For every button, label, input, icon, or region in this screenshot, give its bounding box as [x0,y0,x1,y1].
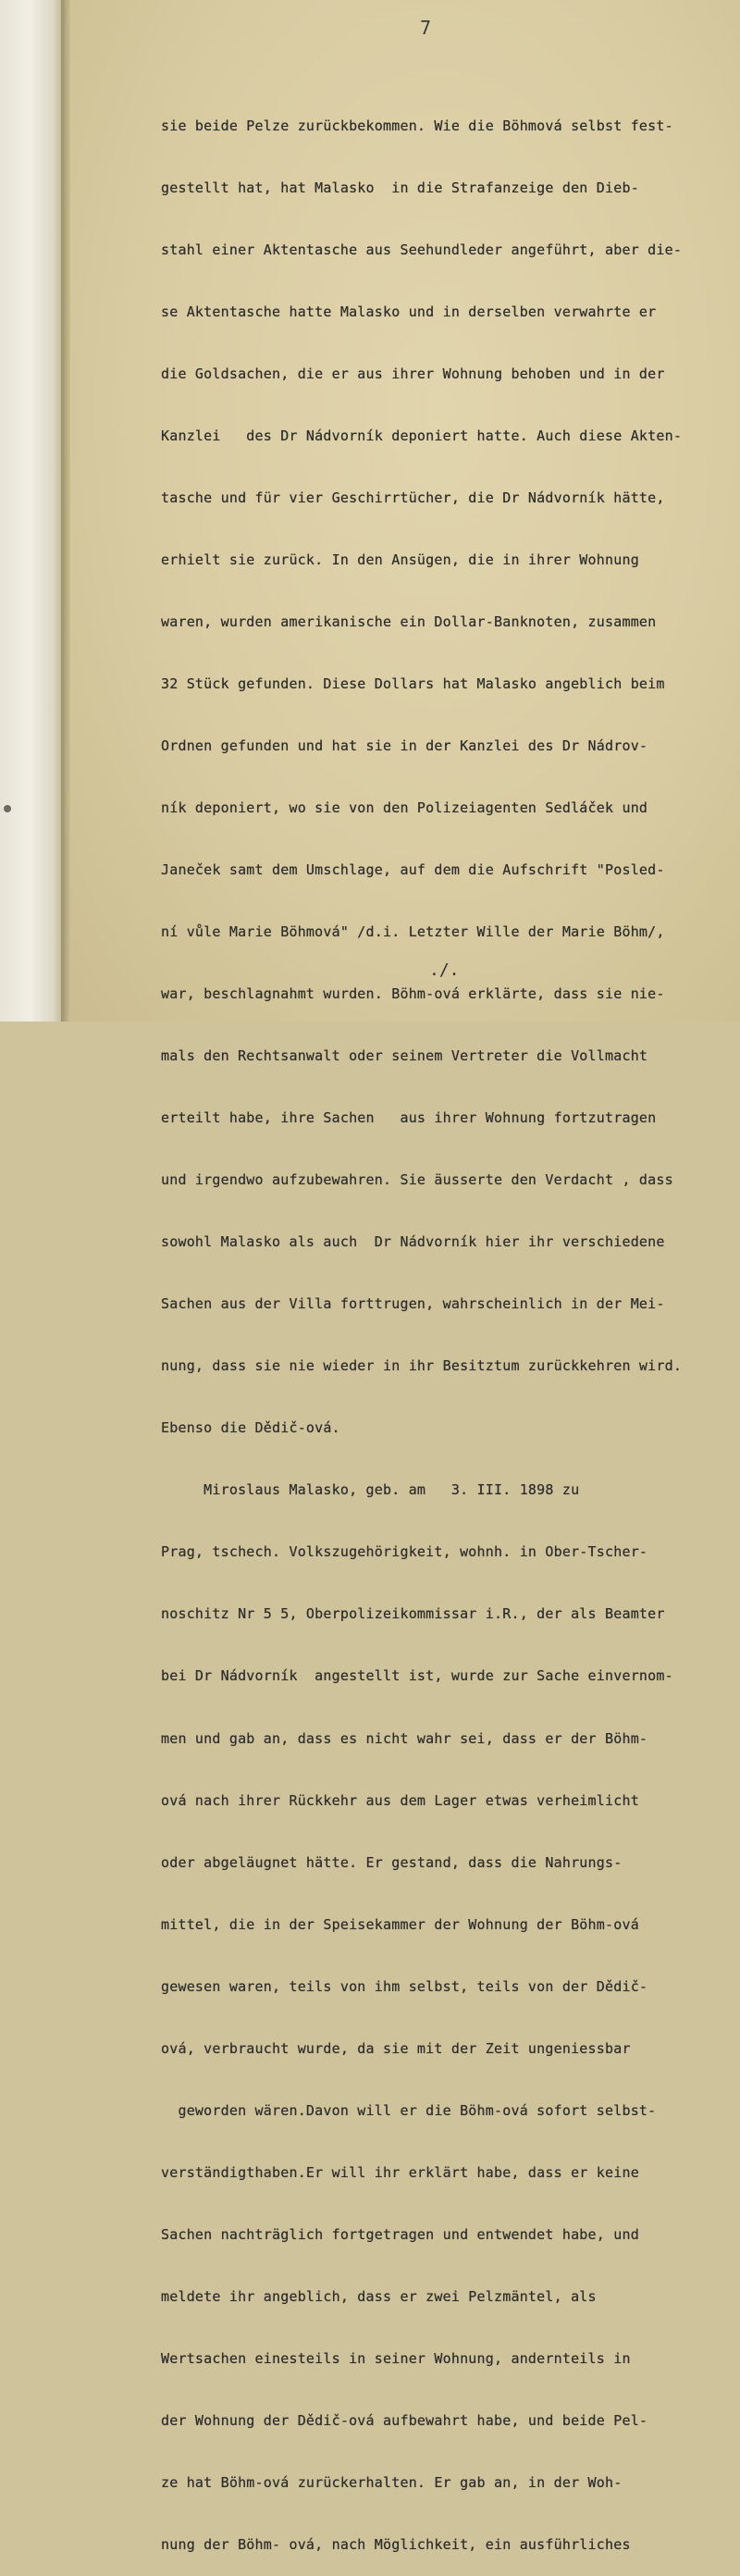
binding-shadow [61,0,70,1022]
text-line: Janeček samt dem Umschlage, auf dem die Aufschrift "Posled- [161,861,665,879]
text-line: bei Dr Nádvorník angestellt ist, wurde zur Sache einvernom- [161,1667,673,1685]
text-line: oder abgeläugnet hätte. Er gestand, dass die Nahrungs- [161,1853,623,1871]
text-line: nung der Böhm- ová, nach Möglichkeit, ein ausführliches [161,2535,631,2553]
page-number: 7 [420,17,432,39]
text-line: Prag, tschech. Volkszugehörigkeit, wohnh. in Ober-Tscher- [161,1543,648,1561]
text-line: Sachen aus der Villa forttrugen, wahrscheinlich in der Mei- [161,1295,665,1313]
text-line: geworden wären.Davon will er die Böhm-ová sofort selbst- [161,2101,657,2119]
text-line: stahl einer Aktentasche aus Seehundleder angeführt, aber die- [161,241,683,258]
text-line: waren, wurden amerikanische ein Dollar-Banknoten, zusammen [161,613,657,630]
text-line: gestellt hat, hat Malasko in die Strafanzeige den Dieb- [161,179,639,196]
text-line: erteilt habe, ihre Sachen aus ihrer Wohnung fortzutragen [161,1109,657,1127]
text-line: Ordnen gefunden und hat sie in der Kanzlei des Dr Nádrov- [161,737,648,754]
text-line: ze hat Böhm-ová zurückerhalten. Er gab an, in der Woh- [161,2473,623,2491]
text-line: noschitz Nr 5 5, Oberpolizeikommissar i.R., der als Beamter [161,1605,665,1623]
punch-hole [4,805,11,812]
text-line: Kanzlei des Dr Nádvorník deponiert hatte. Auch diese Akten- [161,427,683,444]
text-line: men und gab an, dass es nicht wahr sei, dass er der Böhm- [161,1729,648,1747]
text-line: erhielt sie zurück. In den Ansügen, die in ihrer Wohnung [161,551,639,568]
page-binding [0,0,67,1022]
text-line: Ebenso die Dědič-ová. [161,1419,340,1437]
text-line: war, beschlagnahmt wurden. Böhm-ová erklärte, dass sie nie- [161,985,665,1003]
text-line: sowohl Malasko als auch Dr Nádvorník hier ihr verschiedene [161,1233,665,1251]
text-line: sie beide Pelze zurückbekommen. Wie die Böhmová selbst fest- [161,117,673,134]
continuation-mark: ./. [429,960,460,980]
text-line: gewesen waren, teils von ihm selbst, teils von der Dědič- [161,1977,648,1995]
text-line: der Wohnung der Dědič-ová aufbewahrt habe, und beide Pel- [161,2411,648,2429]
text-line: Sachen nachträglich fortgetragen und entwendet habe, und [161,2225,639,2243]
text-line: mals den Rechtsanwalt oder seinem Vertreter die Vollmacht [161,1047,648,1065]
text-line: die Goldsachen, die er aus ihrer Wohnung behoben und in der [161,365,665,382]
text-line: ová nach ihrer Rückkehr aus dem Lager etwas verheimlicht [161,1791,639,1809]
typewritten-body [161,74,716,2576]
text-line: mittel, die in der Speisekammer der Wohnung der Böhm-ová [161,1915,639,1933]
text-line: tasche und für vier Geschirrtücher, die Dr Nádvorník hätte, [161,489,665,506]
text-line: nung, dass sie nie wieder in ihr Besitztum zurückkehren wird. [161,1357,683,1375]
text-line: meldete ihr angeblich, dass er zwei Pelzmäntel, als [161,2287,597,2305]
text-line: ník deponiert, wo sie von den Polizeiagenten Sedláček und [161,799,648,817]
text-line: ní vůle Marie Böhmová" /d.i. Letzter Wille der Marie Böhm/, [161,923,665,941]
text-line: ová, verbraucht wurde, da sie mit der Zeit ungeniessbar [161,2039,631,2057]
text-line: verständigthaben.Er will ihr erklärt habe, dass er keine [161,2163,639,2181]
text-line: Wertsachen einesteils in seiner Wohnung, andernteils in [161,2349,631,2367]
text-line: und irgendwo aufzubewahren. Sie äusserte den Verdacht , dass [161,1171,673,1189]
text-line: se Aktentasche hatte Malasko und in derselben verwahrte er [161,303,657,320]
text-line: Miroslaus Malasko, geb. am 3. III. 1898 zu [161,1481,580,1499]
text-line: 32 Stück gefunden. Diese Dollars hat Malasko angeblich beim [161,675,665,692]
